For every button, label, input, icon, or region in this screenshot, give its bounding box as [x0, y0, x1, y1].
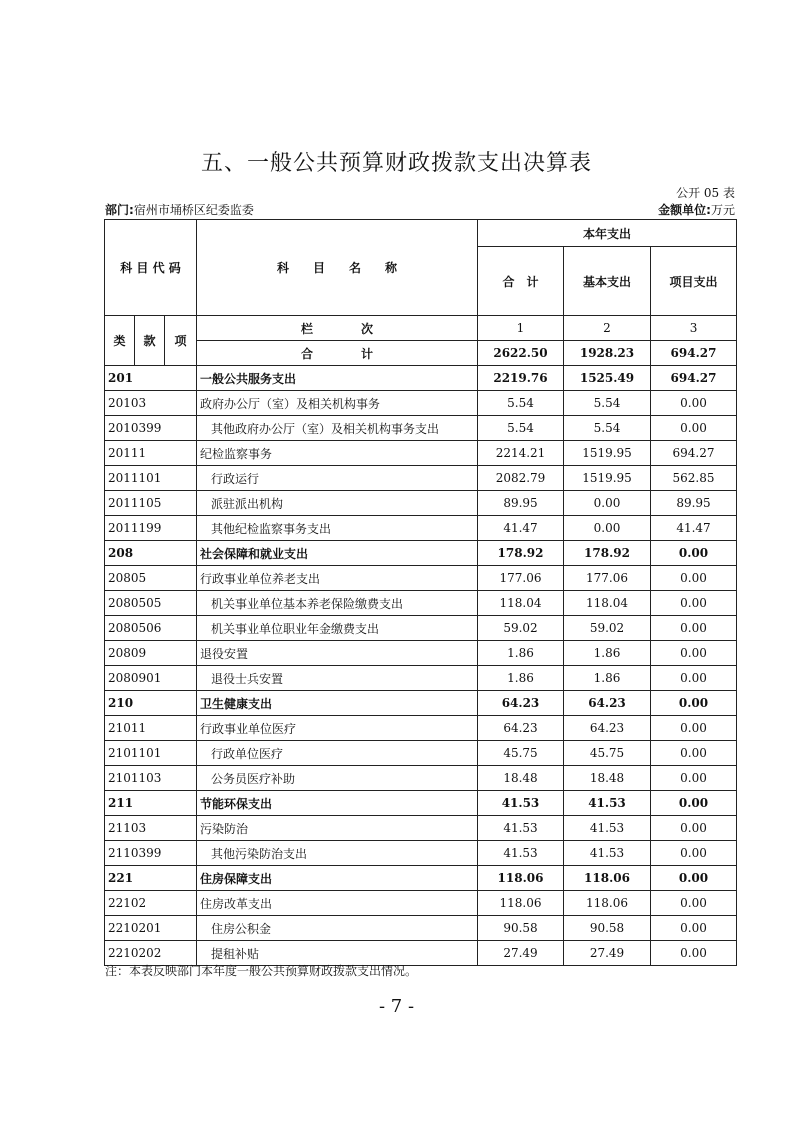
row-total: 2214.21 — [478, 441, 564, 466]
row-basic: 1.86 — [564, 666, 651, 691]
row-name: 一般公共服务支出 — [197, 366, 478, 391]
row-total: 5.54 — [478, 416, 564, 441]
row-total: 90.58 — [478, 916, 564, 941]
row-name: 机关事业单位基本养老保险缴费支出 — [197, 591, 478, 616]
row-project: 0.00 — [651, 941, 737, 966]
table-row — [105, 491, 737, 516]
row-project: 0.00 — [651, 416, 737, 441]
row-project: 0.00 — [651, 741, 737, 766]
col-index-1: 1 — [478, 316, 564, 341]
row-code: 21011 — [105, 716, 197, 741]
row-total: 64.23 — [478, 691, 564, 716]
row-basic: 118.04 — [564, 591, 651, 616]
row-basic: 1519.95 — [564, 441, 651, 466]
row-code: 20805 — [105, 566, 197, 591]
table-row — [105, 366, 737, 391]
header-name: 科 目 名 称 — [197, 220, 478, 316]
row-name: 纪检监察事务 — [197, 441, 478, 466]
row-project: 0.00 — [651, 391, 737, 416]
table-row — [105, 566, 737, 591]
row-project: 89.95 — [651, 491, 737, 516]
row-name: 公务员医疗补助 — [197, 766, 478, 791]
row-basic: 18.48 — [564, 766, 651, 791]
row-code: 20111 — [105, 441, 197, 466]
row-name: 其他污染防治支出 — [197, 841, 478, 866]
page-number: - 7 - — [378, 996, 415, 1017]
table-row — [105, 766, 737, 791]
amount-unit-label: 金额单位: — [658, 203, 711, 217]
row-basic: 59.02 — [564, 616, 651, 641]
page-title: 五、一般公共预算财政拨款支出决算表 — [200, 151, 592, 176]
header-project: 项目支出 — [651, 247, 737, 316]
row-total: 64.23 — [478, 716, 564, 741]
row-code: 21103 — [105, 816, 197, 841]
table-row — [105, 816, 737, 841]
table-row — [105, 841, 737, 866]
row-total: 5.54 — [478, 391, 564, 416]
sum-basic: 1928.23 — [564, 341, 651, 366]
row-code: 2210202 — [105, 941, 197, 966]
row-name: 派驻派出机构 — [197, 491, 478, 516]
row-total: 41.53 — [478, 841, 564, 866]
table-row — [105, 866, 737, 891]
row-project: 0.00 — [651, 866, 737, 891]
row-code: 2080505 — [105, 591, 197, 616]
row-code: 20103 — [105, 391, 197, 416]
table-row — [105, 466, 737, 491]
row-total: 177.06 — [478, 566, 564, 591]
row-total: 2082.79 — [478, 466, 564, 491]
row-code: 201 — [105, 366, 197, 391]
row-code: 2010399 — [105, 416, 197, 441]
row-total: 18.48 — [478, 766, 564, 791]
row-name: 社会保障和就业支出 — [197, 541, 478, 566]
row-total: 89.95 — [478, 491, 564, 516]
row-name: 行政单位医疗 — [197, 741, 478, 766]
row-name: 其他纪检监察事务支出 — [197, 516, 478, 541]
row-code: 210 — [105, 691, 197, 716]
header-basic: 基本支出 — [564, 247, 651, 316]
table-row — [105, 691, 737, 716]
row-code: 2101101 — [105, 741, 197, 766]
row-total: 118.06 — [478, 866, 564, 891]
row-total: 118.06 — [478, 891, 564, 916]
row-project: 0.00 — [651, 841, 737, 866]
expenditure-table — [104, 219, 737, 966]
row-basic: 1519.95 — [564, 466, 651, 491]
row-project: 0.00 — [651, 541, 737, 566]
row-basic: 41.53 — [564, 816, 651, 841]
row-total: 1.86 — [478, 641, 564, 666]
row-basic: 64.23 — [564, 691, 651, 716]
table-row — [105, 666, 737, 691]
row-code: 2011105 — [105, 491, 197, 516]
row-code: 208 — [105, 541, 197, 566]
row-basic: 118.06 — [564, 891, 651, 916]
row-basic: 27.49 — [564, 941, 651, 966]
row-basic: 41.53 — [564, 791, 651, 816]
row-project: 694.27 — [651, 366, 737, 391]
header-xiang: 项 — [165, 316, 197, 366]
header-lei: 类 — [105, 316, 135, 366]
header-row-1 — [105, 220, 737, 247]
row-name: 提租补贴 — [197, 941, 478, 966]
row-basic: 5.54 — [564, 416, 651, 441]
row-basic: 64.23 — [564, 716, 651, 741]
row-basic: 177.06 — [564, 566, 651, 591]
row-code: 2110399 — [105, 841, 197, 866]
row-code: 22102 — [105, 891, 197, 916]
row-total: 1.86 — [478, 666, 564, 691]
header-code: 科 目 代 码 — [105, 220, 197, 316]
department-name: 宿州市埇桥区纪委监委 — [133, 203, 254, 217]
row-project: 0.00 — [651, 891, 737, 916]
row-total: 59.02 — [478, 616, 564, 641]
row-project: 0.00 — [651, 816, 737, 841]
table-row — [105, 716, 737, 741]
row-project: 0.00 — [651, 916, 737, 941]
header-total: 合 计 — [478, 247, 564, 316]
row-project: 694.27 — [651, 441, 737, 466]
row-project: 562.85 — [651, 466, 737, 491]
row-code: 2011101 — [105, 466, 197, 491]
row-project: 0.00 — [651, 691, 737, 716]
row-name: 其他政府办公厅（室）及相关机构事务支出 — [197, 416, 478, 441]
row-name: 政府办公厅（室）及相关机构事务 — [197, 391, 478, 416]
row-basic: 45.75 — [564, 741, 651, 766]
row-name: 住房保障支出 — [197, 866, 478, 891]
sum-row — [105, 341, 737, 366]
row-basic: 178.92 — [564, 541, 651, 566]
row-project: 0.00 — [651, 591, 737, 616]
row-project: 0.00 — [651, 641, 737, 666]
department — [105, 201, 254, 218]
row-project: 0.00 — [651, 766, 737, 791]
row-code: 2011199 — [105, 516, 197, 541]
col-index-3: 3 — [651, 316, 737, 341]
row-code: 211 — [105, 791, 197, 816]
row-basic: 118.06 — [564, 866, 651, 891]
row-basic: 5.54 — [564, 391, 651, 416]
row-project: 0.00 — [651, 666, 737, 691]
row-total: 41.53 — [478, 791, 564, 816]
sum-project: 694.27 — [651, 341, 737, 366]
table-row — [105, 541, 737, 566]
table-row — [105, 641, 737, 666]
footnote: 注：本表反映部门本年度一般公共预算财政拨款支出情况。 — [105, 964, 418, 978]
row-code: 2101103 — [105, 766, 197, 791]
row-name: 住房公积金 — [197, 916, 478, 941]
row-total: 41.47 — [478, 516, 564, 541]
row-name: 住房改革支出 — [197, 891, 478, 916]
header-row-3 — [105, 316, 737, 341]
row-code: 2210201 — [105, 916, 197, 941]
row-name: 节能环保支出 — [197, 791, 478, 816]
row-project: 0.00 — [651, 566, 737, 591]
table-row — [105, 616, 737, 641]
row-name: 行政事业单位养老支出 — [197, 566, 478, 591]
row-basic: 1.86 — [564, 641, 651, 666]
row-code: 221 — [105, 866, 197, 891]
sum-label: 合 计 — [197, 341, 478, 366]
row-basic: 41.53 — [564, 841, 651, 866]
row-total: 45.75 — [478, 741, 564, 766]
row-total: 2219.76 — [478, 366, 564, 391]
amount-unit-value: 万元 — [710, 203, 735, 217]
row-project: 0.00 — [651, 616, 737, 641]
row-name: 行政事业单位医疗 — [197, 716, 478, 741]
row-code: 2080506 — [105, 616, 197, 641]
row-name: 行政运行 — [197, 466, 478, 491]
row-total: 27.49 — [478, 941, 564, 966]
table-row — [105, 391, 737, 416]
row-code: 2080901 — [105, 666, 197, 691]
col-index-2: 2 — [564, 316, 651, 341]
row-code: 20809 — [105, 641, 197, 666]
row-name: 退役安置 — [197, 641, 478, 666]
table-row — [105, 741, 737, 766]
row-basic: 0.00 — [564, 516, 651, 541]
header-lanci: 栏 次 — [197, 316, 478, 341]
table-row — [105, 916, 737, 941]
sum-total: 2622.50 — [478, 341, 564, 366]
department-label: 部门: — [105, 203, 134, 217]
row-name: 卫生健康支出 — [197, 691, 478, 716]
row-name: 机关事业单位职业年金缴费支出 — [197, 616, 478, 641]
table-row — [105, 441, 737, 466]
row-basic: 1525.49 — [564, 366, 651, 391]
row-name: 退役士兵安置 — [197, 666, 478, 691]
table-row — [105, 516, 737, 541]
row-total: 178.92 — [478, 541, 564, 566]
table-row — [105, 891, 737, 916]
header-kuan: 款 — [135, 316, 165, 366]
row-project: 41.47 — [651, 516, 737, 541]
row-total: 118.04 — [478, 591, 564, 616]
amount-unit — [658, 201, 735, 218]
row-project: 0.00 — [651, 791, 737, 816]
row-name: 污染防治 — [197, 816, 478, 841]
form-number: 公开 05 表 — [676, 186, 735, 200]
row-basic: 90.58 — [564, 916, 651, 941]
table-row — [105, 416, 737, 441]
row-basic: 0.00 — [564, 491, 651, 516]
table-row — [105, 791, 737, 816]
row-project: 0.00 — [651, 716, 737, 741]
meta-row — [105, 201, 735, 219]
table-row — [105, 591, 737, 616]
header-year-expense: 本年支出 — [478, 220, 737, 247]
row-total: 41.53 — [478, 816, 564, 841]
